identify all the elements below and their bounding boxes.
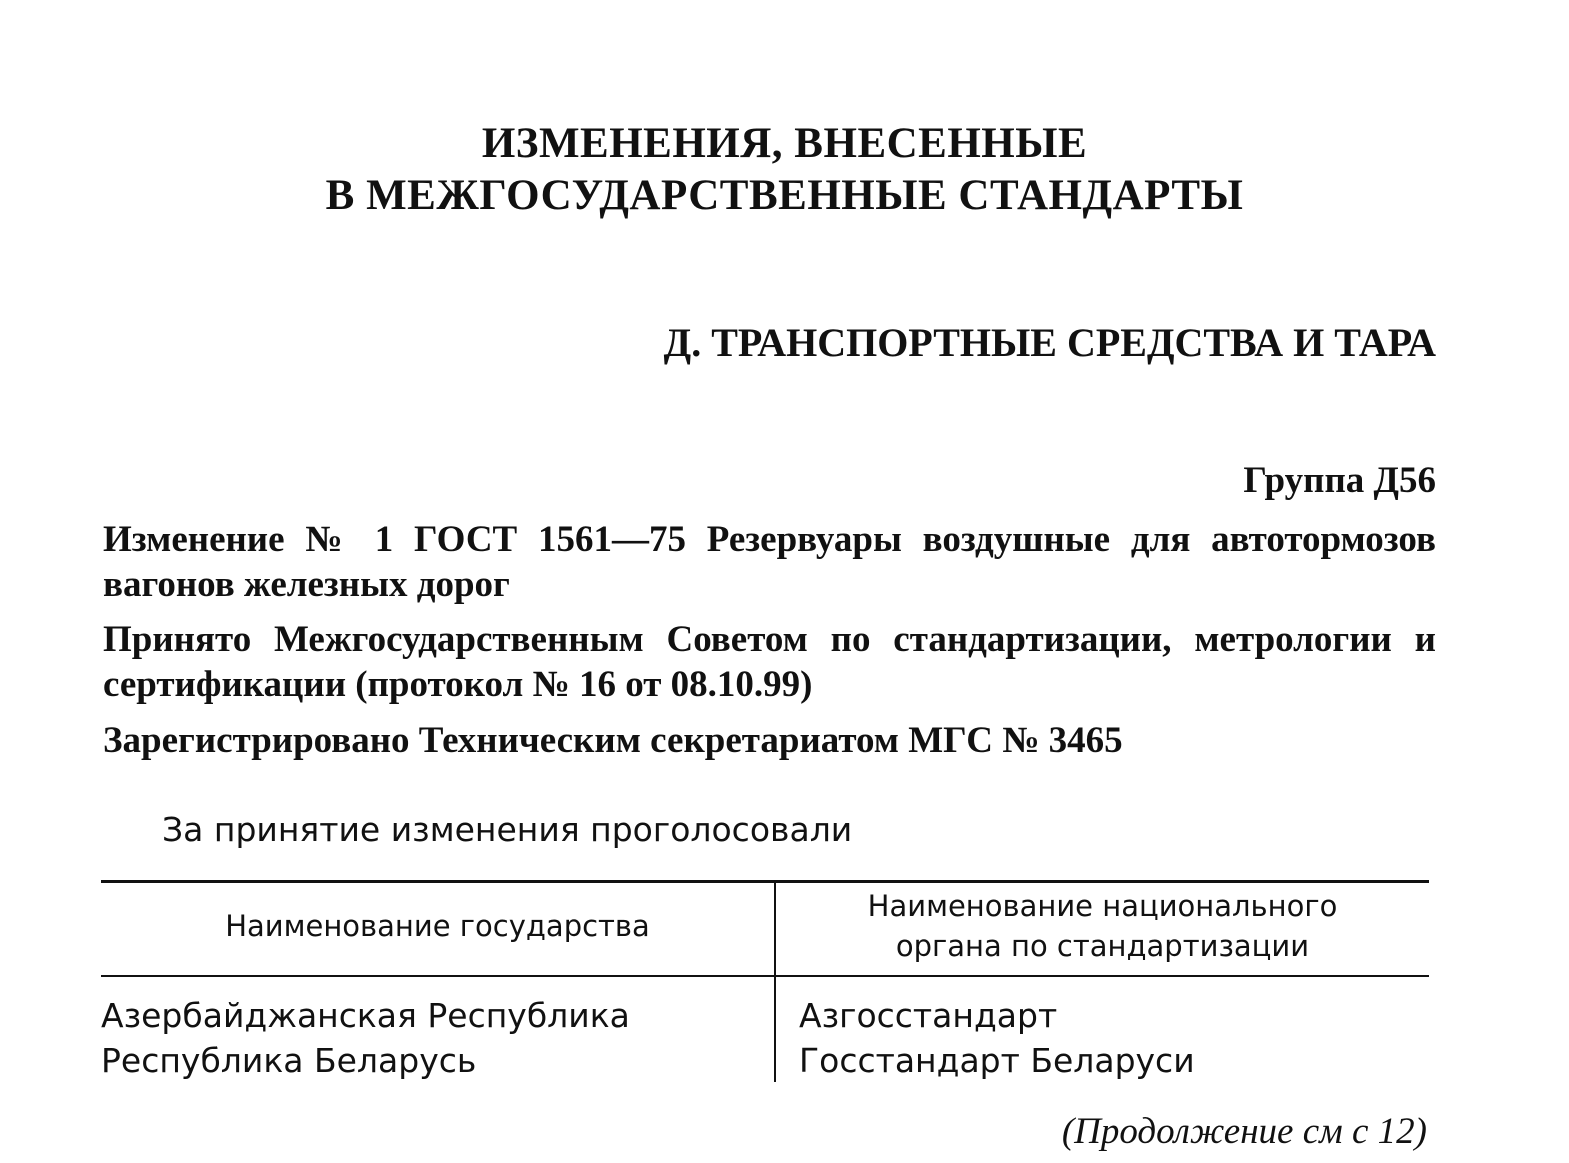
header-national-body-line-1: Наименование национального — [867, 889, 1338, 923]
header-national-body — [776, 886, 1429, 966]
table-cell-body: Азгосстандарт — [799, 996, 1058, 1035]
section-heading: Д. ТРАНСПОРТНЫЕ СРЕДСТВА И ТАРА — [663, 320, 1436, 365]
table-cell-body: Госстандарт Беларуси — [799, 1041, 1195, 1080]
adoption-statement: Принято Межгосударственным Советом по стандартизации, метрологии и сертификации (протокол № 16 от 08.10.99) — [103, 619, 1436, 705]
registration-statement: Зарегистрировано Техническим секретариатом МГС № 3465 — [103, 720, 1123, 761]
voted-intro: За принятие изменения проголосовали — [162, 810, 853, 849]
table-cell-state: Азербайджанская Республика — [101, 996, 630, 1035]
voting-table — [101, 880, 1429, 1082]
document-title — [0, 118, 1569, 222]
header-state: Наименование государства — [225, 909, 650, 943]
table-cell-state: Республика Беларусь — [101, 1041, 477, 1080]
continuation-note: (Продолжение см с 12) — [1061, 1111, 1427, 1152]
amendment-title: Изменение № 1 ГОСТ 1561—75 Резервуары воздушные для автотормозов вагонов железных дорог — [103, 519, 1436, 605]
group-label: Группа Д56 — [1243, 460, 1436, 501]
document-title-line-2: В МЕЖГОСУДАРСТВЕННЫЕ СТАНДАРТЫ — [325, 172, 1244, 219]
table-top-rule — [101, 880, 1429, 883]
table-header-rule — [101, 975, 1429, 977]
document-title-line-1: ИЗМЕНЕНИЯ, ВНЕСЕННЫЕ — [481, 120, 1088, 167]
header-national-body-line-2: органа по стандартизации — [895, 929, 1310, 963]
